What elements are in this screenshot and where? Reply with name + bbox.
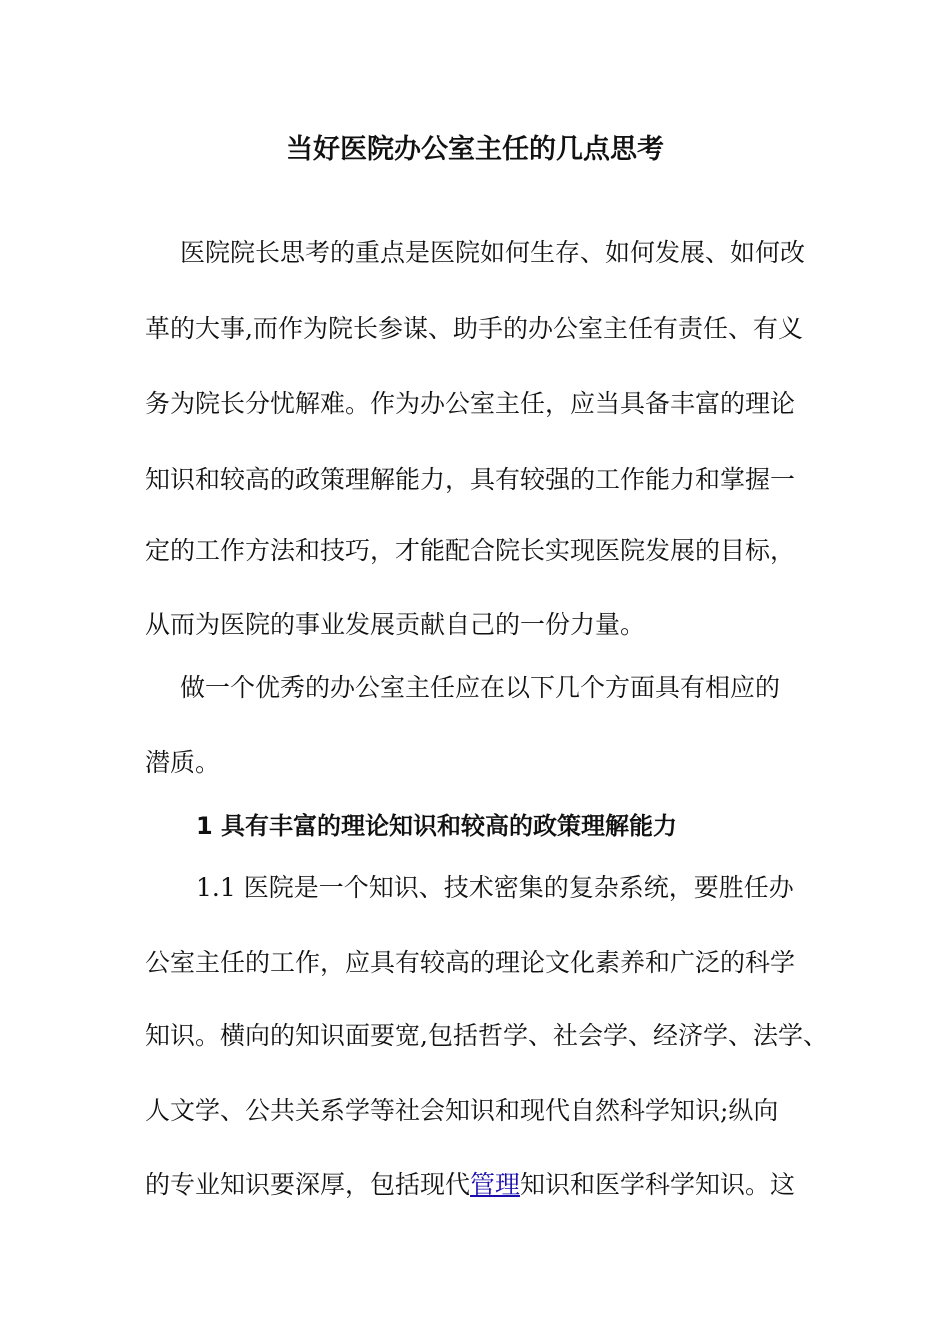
section-heading: 1 具有丰富的理论知识和较高的政策理解能力 bbox=[196, 812, 678, 840]
text-span: 知识和医学科学知识。这 bbox=[520, 1170, 796, 1199]
paragraph-line: 1.1 医院是一个知识、技术密集的复杂系统，要胜任办 bbox=[196, 873, 794, 902]
paragraph-line: 公室主任的工作，应具有较高的理论文化素养和广泛的科学 bbox=[145, 948, 796, 977]
paragraph-line: 潜质。 bbox=[145, 748, 221, 777]
paragraph-line: 医院院长思考的重点是医院如何生存、如何发展、如何改 bbox=[180, 238, 806, 267]
paragraph-line: 从而为医院的事业发展贡献自己的一份力量。 bbox=[145, 610, 646, 639]
paragraph-line: 革的大事,而作为院长参谋、助手的办公室主任有责任、有义 bbox=[145, 314, 803, 343]
paragraph-line: 做一个优秀的办公室主任应在以下几个方面具有相应的 bbox=[180, 673, 781, 702]
text-span: 的专业知识要深厚，包括现代 bbox=[145, 1170, 471, 1199]
document-title: 当好医院办公室主任的几点思考 bbox=[286, 134, 664, 165]
paragraph-line: 人文学、公共关系学等社会知识和现代自然科学知识;纵向 bbox=[145, 1096, 779, 1125]
paragraph-line: 知识和较高的政策理解能力，具有较强的工作能力和掌握一 bbox=[145, 465, 796, 494]
paragraph-line: 知识。横向的知识面要宽,包括哲学、社会学、经济学、法学、 bbox=[145, 1021, 828, 1050]
paragraph-line: 务为院长分忧解难。作为办公室主任，应当具备丰富的理论 bbox=[145, 389, 796, 418]
paragraph-line: 定的工作方法和技巧，才能配合院长实现医院发展的目标， bbox=[145, 536, 796, 565]
paragraph-line bbox=[145, 1165, 810, 1205]
management-link[interactable]: 管理 bbox=[470, 1170, 521, 1199]
